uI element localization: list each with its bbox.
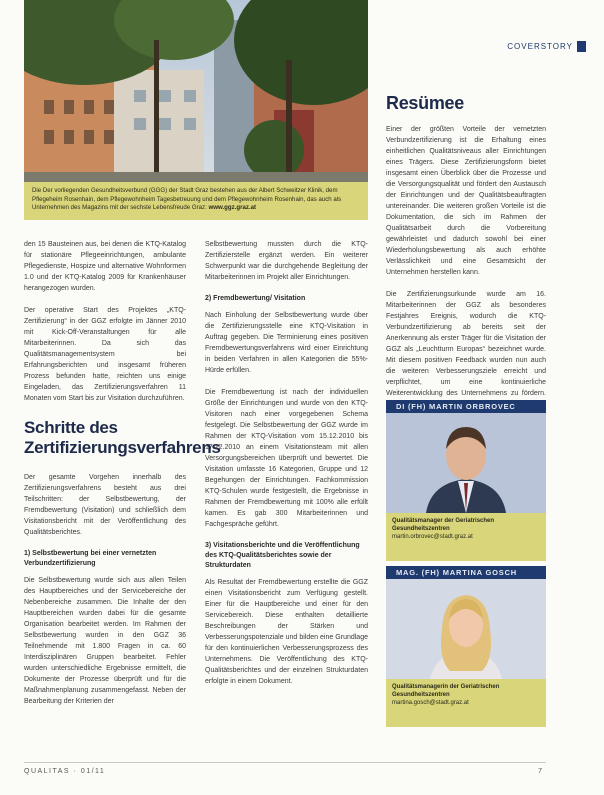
subheading-reports: 3) Visitationsberichte und die Veröffentlichung des KTQ-Qualitätsberichtes sowie der Strukturdaten bbox=[205, 542, 360, 569]
col1-paragraph-1: den 15 Bausteinen aus, bei denen die KTQ-Katalog für stationäre Pflegeeinrichtungen, ambulante Pflegedienste, Hospize und alternative Wohnformen 1.0 und der KTQ-Katalog 2009 für Krankenhäuser herangezogen wurden. bbox=[24, 241, 186, 292]
caption-text: Die Der vorliegenden Gesundheitsverbund (GGG) der Stadt Graz bestehen aus der Albert Schweitzer Klinik, dem Pflegeheim Rosenhain, dem Pflegewohnheim Tagesbetreuung und dem Pflegewohnheim Rosenhain, das auch als Unternehmen des Magazins mit der sechste Lebensfreude Graz: bbox=[32, 187, 342, 212]
man-portrait-icon bbox=[386, 413, 546, 513]
profile-2-name-bar bbox=[386, 566, 546, 579]
col2-paragraph-3: Die Fremdbewertung ist nach der individuellen Größe der Einrichtungen und wurde von den KTQ-Visitoren nach einer vorgegebenen Schema festgelegt. Die Selbstbewertung der GGZ wurde im Rahmen der KTQ-Visitation vom 15.12.2010 bis 17.12.2010 an einem Visitationsteam mit allen Versorgungsbereichen überprüft und bewertet. Die Visitation umfasste 16 Kategorien, Gruppe und 12 Begehungen der Einrichtungen. Fachkommission KTQ-Schulen wurde festgestellt, die Ergebnisse in Rahmen der Fremdbewertung mit 100% alle erfüllt kamen. Es gab 300 Mitarbeiterinnen und Fachgespräche geführt. bbox=[205, 389, 368, 528]
woman-portrait-icon bbox=[386, 579, 546, 679]
col2-paragraph-2: Nach Einholung der Selbstbewertung wurde über die Zertifizierungsstelle eine KTQ-Visitation in Auftrag gegeben. Die Terminierung eines positiven Fremdbewertungsverfahrens wird einer Einrichtung in beiden Verfahren in allen Kategorien die 55%-Hürde erfüllen. bbox=[205, 312, 368, 374]
profile-1-name-bar bbox=[386, 400, 546, 413]
profile-1-role: Qualitätsmanager der Geriatrischen Gesundheitszentren bbox=[392, 518, 495, 532]
profile-1-name: DI (FH) MARTIN ORBROVEC bbox=[396, 402, 516, 411]
col1-paragraph-3: Der gesamte Vorgehen innerhalb des Zertifizierungsverfahrens besteht aus drei Teilschritten: der Selbstbewertung, der Fremdbewertung (Visitation) und schließlich dem Visitationsbericht mit der Veröffentlichung des Qualitätsberichtes. bbox=[24, 474, 186, 536]
profile-2-email[interactable]: martina.gosch@stadt.graz.at bbox=[392, 700, 469, 706]
building-photo-illustration bbox=[24, 0, 368, 182]
col1-paragraph-4: Die Selbstbewertung wurde sich aus allen Teilen des Hauptbereiches und der Servicebereiche der Nebenbereiche zusammen. Die Inhalte der den Hauptbereichen wurden dabei für die gesamte Organisation bearbeitet werden. Im Rahmen der Selbstbewertung wurden in den GGZ 36 Teilnehmende mit 1.800 Fragen in ca. 60 Interdisziplinären Gruppen bearbeitet. Fehler wurden unterschiedliche Ergebnisse ermittelt, die Dokumente der Prozesse überprüft und für die Maßnahmenplanung zusammengefasst. Neben der Bearbeitung der Kriterien der bbox=[24, 577, 186, 705]
page-number: 7 bbox=[538, 768, 542, 775]
section-square-icon bbox=[577, 41, 586, 52]
profile-1-email[interactable]: martin.orbrovec@stadt.graz.at bbox=[392, 534, 473, 540]
profile-2-role: Qualitätsmanagerin der Geriatrischen Gesundheitszentren bbox=[392, 684, 500, 698]
column-2 bbox=[205, 239, 368, 698]
footer-divider bbox=[24, 762, 546, 763]
heading-summary: Resümee bbox=[386, 93, 464, 113]
subheading-visitation: 2) Fremdbewertung/ Visitation bbox=[205, 295, 306, 302]
col1-paragraph-2: Der operative Start des Projektes „KTQ-Zertifizierung“ in der GGZ erfolgte im Jänner 2010 mit Kick-Off-Veranstaltungen für alle Mitarbeiterinnen. Da sich das Qualitätsmanagementsystem bei Erfahrungsberichten und insgesamt früheren Prozess befunden hatte, reichten uns einige Eingeladen, das Zertifizierungsverfahren 11 Monaten vom Start bis zur Visitation durchzuführen. bbox=[24, 307, 186, 402]
footer-issue: QUALITAS · 01/11 bbox=[24, 768, 106, 775]
profile-1-info bbox=[386, 513, 546, 561]
subheading-self-assessment: 1) Selbstbewertung bei einer vernetzten Verbundzertifizierung bbox=[24, 550, 157, 567]
profile-2-photo bbox=[386, 579, 546, 679]
col3-paragraph-2 bbox=[386, 289, 546, 410]
col2-paragraph-4: Als Resultat der Fremdbewertung erstellte die GGZ einen Visitationsbericht zum Verfügung gestellt. Einer für die Hauptbereiche und einer für den Servicebereich. Diese enthalten detaillierte Beschreibungen der Stärken und Verbesserungspotenziale und bilden eine Grundlage für den kontinuierlichen Verbesserungsprozess des Unternehmens. Die Veröffentlichung des KTQ-Qualitätsberichtes und der einzelnen Strukturdaten erfolgte in einem Dokument. bbox=[205, 579, 368, 685]
heading-steps: Schritte des Zertifizierungsverfahrens bbox=[24, 418, 221, 457]
cover-photo bbox=[24, 0, 368, 182]
caption-link[interactable]: www.ggz.graz.at bbox=[208, 204, 256, 212]
profile-2-info bbox=[386, 679, 546, 727]
col3-paragraph-2-text: Die Zertifizierungsurkunde wurde am 16. Mitarbeiterinnen der GGZ als besonderes Festjahres Ereignis, wodurch die KTQ-Verbundzertifizierung ab bereits seit der Anerkennung als erster Träger für die Visitation der GGZ als „Leuchtturm Europas“ bezeichnet wurde. Mit diesem positiven Feedback wurden nun auch die weiteren Verbesserungsziele erreicht und verpflichtet, um eine kontinuierliche Weiterentwicklung des Unternehmens zu fördern. bbox=[386, 291, 546, 397]
profile-2-name: MAG. (FH) MARTINA GOSCH bbox=[396, 568, 518, 577]
col2-paragraph-1: Selbstbewertung mussten durch die KTQ-Zertifizierstelle ergänzt werden. Ein weiterer Schwerpunkt war die durchgehende Begleitung der Mitarbeiterinnen im Projekt aller Einrichtungen. bbox=[205, 241, 368, 281]
col3-paragraph-1: Einer der größten Vorteile der vernetzten Verbundzertifizierung ist die Erhaltung eines einheitlichen Qualitätsniveaus aller Einrichtungen eines Trägers. Diese Zertifizierungsform bietet insgesamt einen Überblick über die Prozesse und die Versorgungsqualität und fördert den Austausch der Einrichtungen und der Qualitätsbeauftragten untereinander. Die weiteren großen Vorteile ist die Dokumentation, die sich im Rahmen der Qualitätsarbeit durch die Vorbereitung gewährleistet und dadurch sowohl bei einer Wiederholungsbewertung als auch erhöhte Verlässlichkeit und eine Gesamtsicht der Unternehmen herstellen kann. bbox=[386, 126, 546, 276]
section-label-text: COVERSTORY bbox=[507, 41, 573, 51]
profile-1-photo bbox=[386, 413, 546, 513]
column-1 bbox=[24, 239, 221, 718]
photo-caption bbox=[24, 182, 368, 220]
section-label bbox=[507, 40, 586, 52]
column-3 bbox=[386, 124, 546, 421]
